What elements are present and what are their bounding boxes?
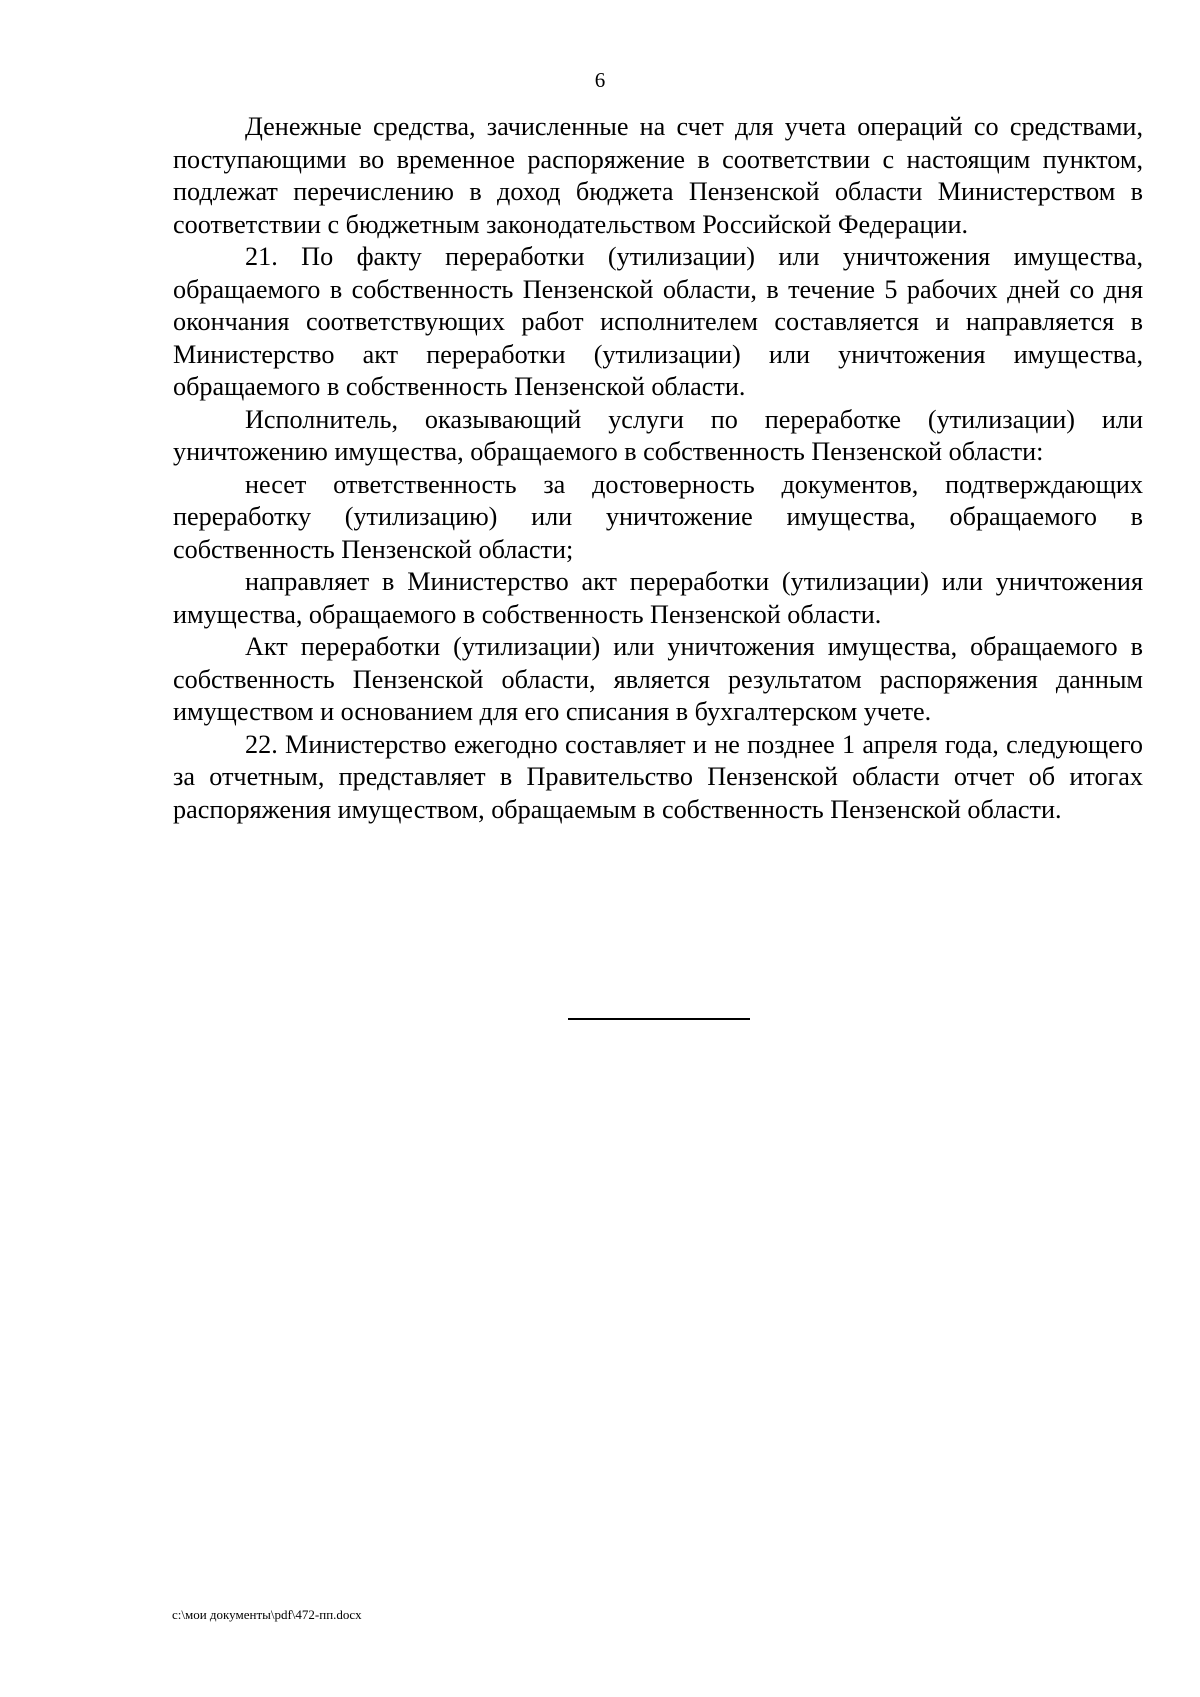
- paragraph-executor-responsibility: несет ответственность за достоверность документов, подтверждающих переработку (утилизацию) или уничтожение имущества, обращаемого в собственность Пензенской области;: [173, 469, 1143, 564]
- paragraph-item-21: 21. По факту переработки (утилизации) или уничтожения имущества, обращаемого в собственность Пензенской области, в течение 5 рабочих дней со дня окончания соответствующих работ исполнителем составляется и направляется в Министерство акт переработки (утилизации) или уничтожения имущества, обращаемого в собственность Пензенской области.: [173, 242, 1143, 401]
- end-separator-line: [568, 1018, 750, 1020]
- paragraph-item-22: 22. Министерство ежегодно составляет и не позднее 1 апреля года, следующего за отчетным, представляет в Правительство Пензенской области отчет об итогах распоряжения имуществом, обращаемым в собственность Пензенской области.: [173, 729, 1143, 824]
- page-number: 6: [594, 68, 606, 92]
- footer-file-path: c:\мои документы\pdf\472-пп.docx: [172, 1607, 362, 1622]
- document-body: [173, 111, 1143, 826]
- paragraph-funds-transfer: Денежные средства, зачисленные на счет для учета операций со средствами, поступающими во временное распоряжение в соответствии с настоящим пунктом, подлежат перечислению в доход бюджета Пензенской области Министерством в соответствии с бюджетным законодательством Российской Федерации.: [173, 112, 1143, 239]
- paragraph-act-result: Акт переработки (утилизации) или уничтожения имущества, обращаемого в собственность Пензенской области, является результатом распоряжения данным имуществом и основанием для его списания в бухгалтерском учете.: [173, 632, 1143, 726]
- paragraph-executor: Исполнитель, оказывающий услуги по переработке (утилизации) или уничтожению имущества, обращаемого в собственность Пензенской области:: [173, 404, 1143, 466]
- paragraph-executor-sends-act: направляет в Министерство акт переработки (утилизации) или уничтожения имущества, обращаемого в собственность Пензенской области.: [173, 567, 1143, 629]
